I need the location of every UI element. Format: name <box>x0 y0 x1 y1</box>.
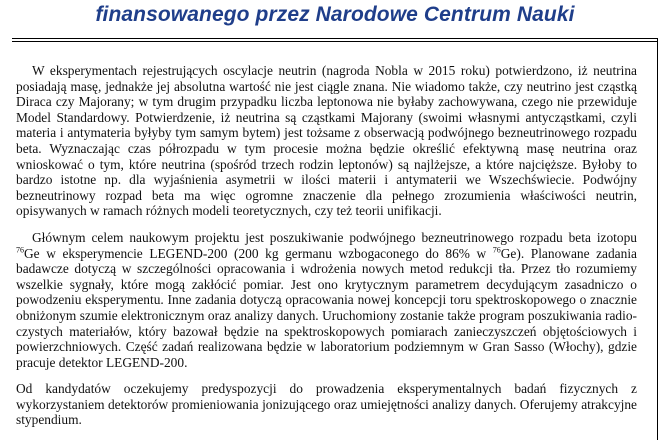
paragraph-project-goal-part-1: Głównym celem naukowym projektu jest poszukiwanie podwójnego bezneutrinowego rozpadu beta izotopu <box>32 229 637 245</box>
right-border <box>657 38 658 440</box>
isotope-mass-number-2: 76 <box>492 245 501 255</box>
paragraph-project-goal <box>16 230 637 370</box>
paragraph-project-goal-part-2: Ge w eksperymencie LEGEND-200 (200 kg germanu wzbogaconego do 86% w <box>24 245 493 261</box>
title-divider-bottom <box>12 41 658 42</box>
document-title: finansowanego przez Narodowe Centrum Nauki <box>95 3 575 26</box>
paragraph-candidate-requirements: Od kandydatów oczekujemy predyspozycji do prowadzenia eksperymentalnych badań fizycznych z wykorzystaniem detektorów promieniowania jonizującego oraz umiejętności analizy danych. Oferujemy atrakcyjne stypendium. <box>16 381 637 428</box>
title-divider-top <box>12 38 658 39</box>
paragraph-neutrino-background: W eksperymentach rejestrujących oscylacje neutrin (nagroda Nobla w 2015 roku) potwierdzono, iż neutrina posiadają masę, jednakże jej absolutna wartość nie jest ciągle znana. Nie wiadomo także, czy neutrino jest cząstką Diraca czy Majorany; w tym drugim przypadku liczba leptonowa nie byłaby zachowywana, czego nie przewiduje Model Standardowy. Potwierdzenie, iż neutrina są cząstkami Majorany (swoimi własnymi antycząstkami, czyli materia i antymateria byłyby tym samym bytem) jest tożsame z obserwacją podwójnego bezneutrinowego rozpadu beta. Wyznaczając czas półrozpadu w tym procesie można będzie określić efektywną masę neutrina oraz wnioskować o tym, które neutrina (spośród trzech rodzin leptonów) są najlżejsze, a które najcięższe. Byłoby to bardzo istotne np. dla wyjaśnienia asymetrii w ilości materii i antymaterii we Wszechświecie. Podwójny bezneutrinowy rozpad beta ma więc ogromne znaczenie dla pełnego zrozumienia właściwości neutrin, opisywanych w ramach różnych modeli teoretycznych, czy też teorii unifikacji. <box>16 63 637 219</box>
isotope-mass-number: 76 <box>16 245 24 255</box>
document-body <box>16 63 637 439</box>
paragraph-project-goal-part-3: Ge). Planowane zadania badawcze dotyczą w szczególności opracowania i wdrożenia nowych metod redukcji tła. Przez tło rozumiemy wszelkie sygnały, które mogą zakłócić pomiar. Jest ono krytycznym parametrem decydującym zasadniczo o powodzeniu eksperymentu. Inne zadania dotyczą opracowania nowej koncepcji toru spektroskopowego o znacznie obniżonym szumie elektronicznym oraz analizy danych. Uruchomiony zostanie także program poszukiwania radio-czystych materiałów, który bazował będzie na spektroskopowych pomiarach zanieczyszczeń objętościowych i powierzchniowych. Część zadań realizowana będzie w laboratorium podziemnym w Gran Sasso (Włochy), gdzie pracuje detektor LEGEND-200. <box>16 245 637 370</box>
